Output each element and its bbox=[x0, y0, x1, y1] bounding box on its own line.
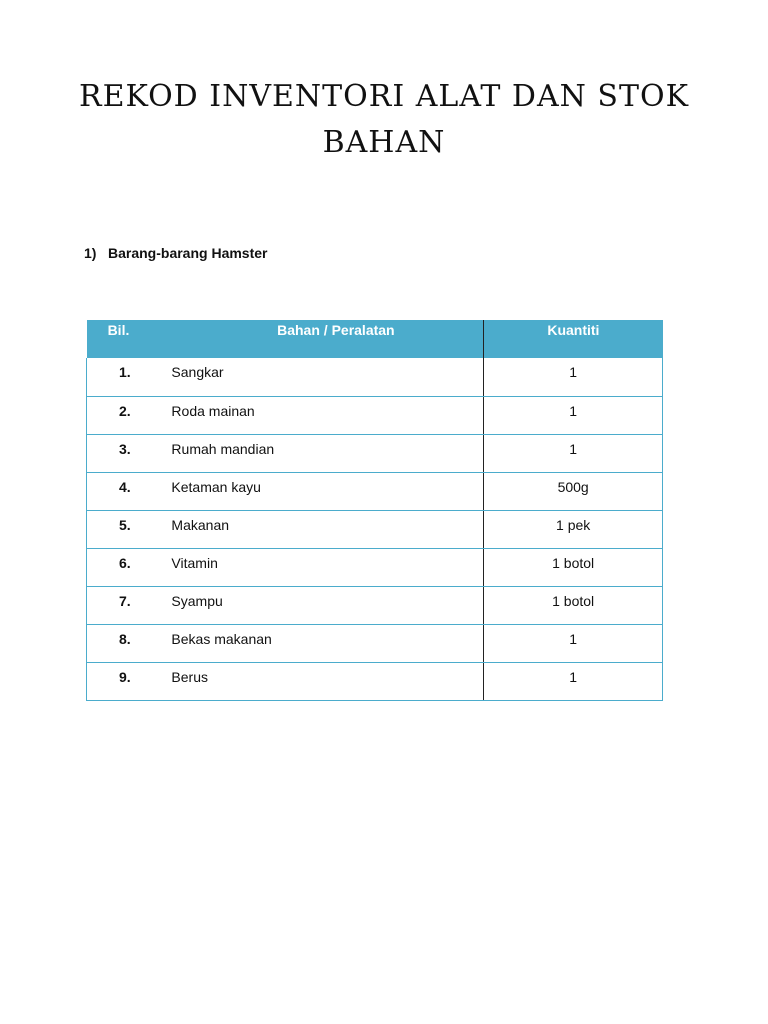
row-bahan: Sangkar bbox=[158, 358, 483, 396]
table-row bbox=[87, 472, 663, 510]
row-bahan: Berus bbox=[158, 662, 483, 700]
row-bil: 3. bbox=[87, 434, 159, 472]
header-kuantiti: Kuantiti bbox=[484, 320, 663, 358]
row-kuantiti: 500g bbox=[484, 472, 663, 510]
inventory-table bbox=[86, 320, 663, 701]
row-bahan: Ketaman kayu bbox=[158, 472, 483, 510]
row-kuantiti: 1 botol bbox=[484, 586, 663, 624]
row-bil: 8. bbox=[87, 624, 159, 662]
table-row bbox=[87, 396, 663, 434]
table-row bbox=[87, 358, 663, 396]
row-kuantiti: 1 bbox=[484, 624, 663, 662]
header-bil: Bil. bbox=[87, 320, 159, 358]
row-bil: 9. bbox=[87, 662, 159, 700]
row-bil: 2. bbox=[87, 396, 159, 434]
row-bil: 4. bbox=[87, 472, 159, 510]
row-kuantiti: 1 bbox=[484, 434, 663, 472]
row-bil: 5. bbox=[87, 510, 159, 548]
table-row bbox=[87, 624, 663, 662]
table-row bbox=[87, 510, 663, 548]
table-row bbox=[87, 548, 663, 586]
row-kuantiti: 1 botol bbox=[484, 548, 663, 586]
row-bahan: Rumah mandian bbox=[158, 434, 483, 472]
table-row bbox=[87, 434, 663, 472]
section-heading-text: Barang-barang Hamster bbox=[108, 245, 268, 261]
row-kuantiti: 1 bbox=[484, 662, 663, 700]
table-row bbox=[87, 586, 663, 624]
row-bahan: Makanan bbox=[158, 510, 483, 548]
row-bahan: Vitamin bbox=[158, 548, 483, 586]
section-number: 1) bbox=[84, 245, 97, 261]
table-header-row bbox=[87, 320, 663, 358]
row-bahan: Roda mainan bbox=[158, 396, 483, 434]
row-bil: 6. bbox=[87, 548, 159, 586]
row-bil: 1. bbox=[87, 358, 159, 396]
header-bahan-peralatan: Bahan / Peralatan bbox=[158, 320, 483, 358]
row-bahan: Bekas makanan bbox=[158, 624, 483, 662]
row-kuantiti: 1 bbox=[484, 358, 663, 396]
section-heading bbox=[84, 245, 268, 261]
row-kuantiti: 1 pek bbox=[484, 510, 663, 548]
row-kuantiti: 1 bbox=[484, 396, 663, 434]
table-row bbox=[87, 662, 663, 700]
page-title: REKOD INVENTORI ALAT DAN STOK BAHAN bbox=[78, 79, 689, 160]
row-bil: 7. bbox=[87, 586, 159, 624]
row-bahan: Syampu bbox=[158, 586, 483, 624]
